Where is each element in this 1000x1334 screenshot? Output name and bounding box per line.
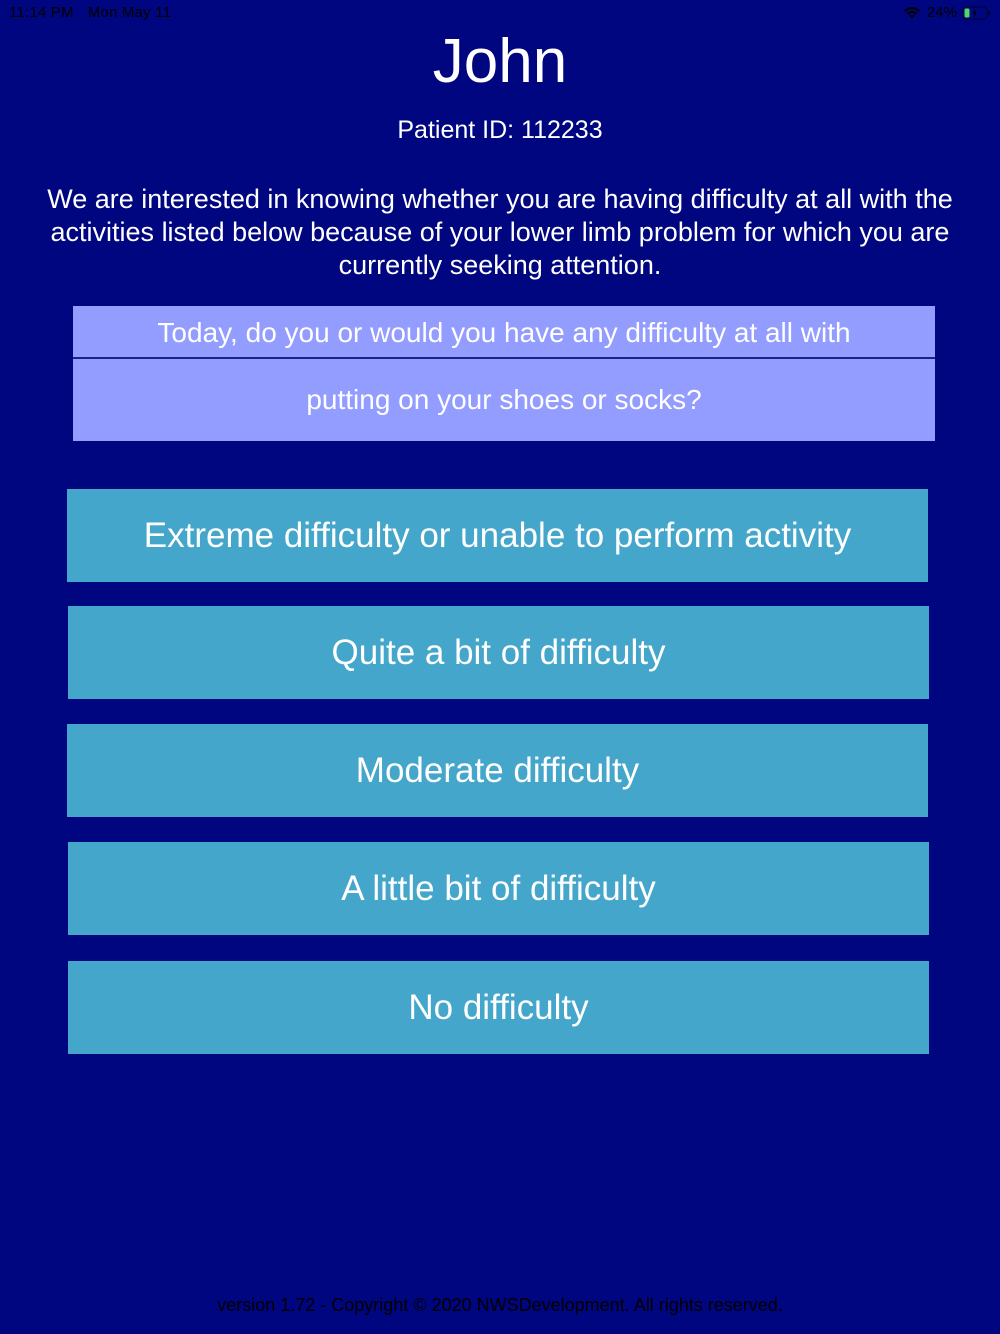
battery-percent: 24%: [926, 4, 957, 21]
status-date: Mon May 11: [87, 4, 172, 21]
patient-name: John: [432, 27, 568, 96]
patient-id: Patient ID: 112233: [397, 116, 603, 144]
answer-button-extreme-difficulty[interactable]: Extreme difficulty or unable to perform activity: [67, 489, 928, 582]
status-right: [902, 4, 992, 21]
status-left: [9, 4, 171, 21]
answer-button-moderate-difficulty[interactable]: Moderate difficulty: [67, 724, 928, 817]
question-prompt: Today, do you or would you have any difficulty at all with: [73, 306, 935, 359]
status-bar: [0, 0, 1000, 26]
answer-button-no-difficulty[interactable]: No difficulty: [68, 961, 929, 1054]
answer-button-quite-a-bit-of-difficulty[interactable]: Quite a bit of difficulty: [68, 606, 929, 699]
wifi-icon: [902, 6, 922, 20]
answer-button-a-little-bit-of-difficulty[interactable]: A little bit of difficulty: [68, 842, 929, 935]
status-time: 11:14 PM: [9, 4, 74, 21]
question-box: [73, 306, 935, 441]
intro-text: We are interested in knowing whether you are having difficulty at all with the activities listed below because of your lower limb problem for which you are currently seeking attention.: [47, 184, 953, 280]
footer-copyright: version 1.72 - Copyright © 2020 NWSDevelopment. All rights reserved.: [217, 1295, 783, 1315]
question-activity: putting on your shoes or socks?: [306, 384, 702, 415]
battery-icon: [962, 6, 992, 20]
